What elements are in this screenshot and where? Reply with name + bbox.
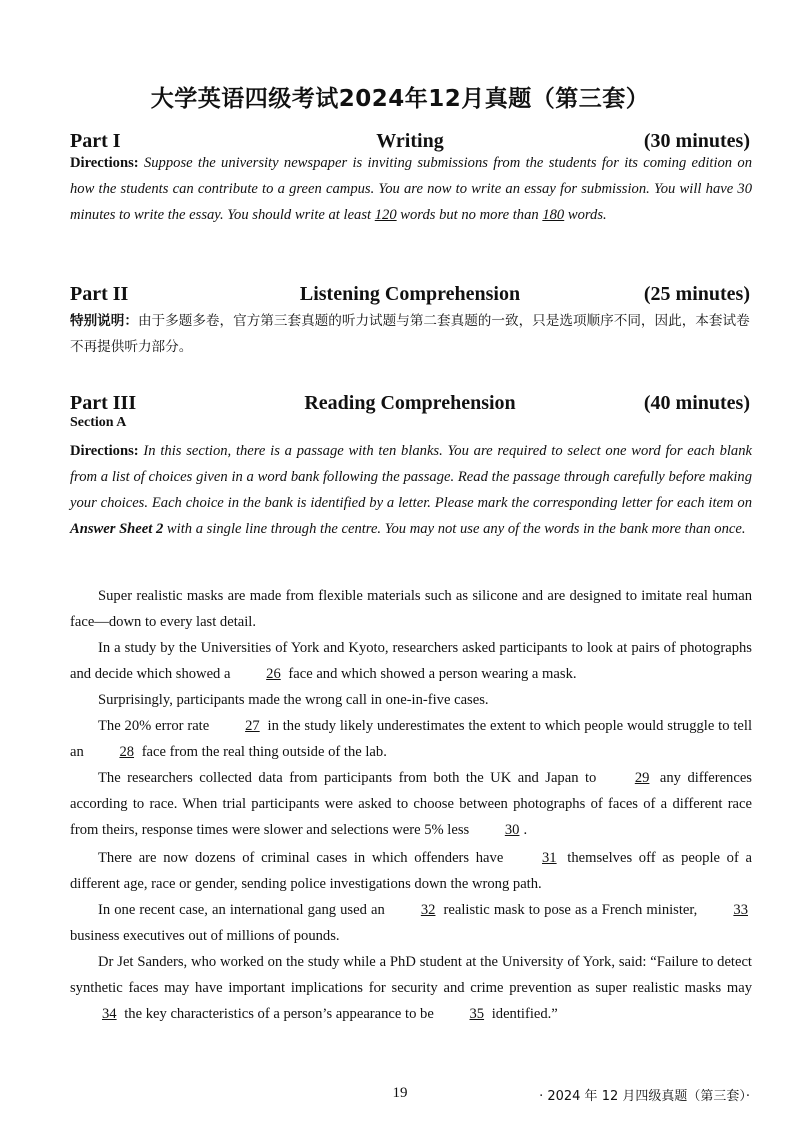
passage-paragraph-1: Super realistic masks are made from flexible materials such as silicone and are designed to imitate real human face—down to every last detail. — [70, 588, 752, 630]
part3-name: Reading Comprehension — [304, 392, 516, 414]
page-footer: · 2024 年 12 月四级真题（第三套）· — [539, 1089, 750, 1104]
section-a-label: Section A — [70, 415, 127, 430]
part3-header — [70, 392, 750, 418]
text: In a study by the Universities of York and Kyoto, researchers asked participants to look at pairs of photographs and decide which showed a — [70, 640, 752, 682]
directions-text: In this section, there is a passage with ten blanks. You are required to select one word for each blank from a list of choices given in a word bank following the passage. Read the passage through carefully before making your choices. Each choice in the bank is identified by a letter. Please mark the corresponding letter for each item on — [70, 443, 752, 511]
passage-paragraph-3: Surprisingly, participants made the wrong call in one-in-five cases. — [98, 692, 489, 708]
text: . — [523, 822, 528, 838]
blank-26: 26 — [266, 666, 281, 682]
page-number: 19 — [392, 1085, 408, 1101]
passage-paragraph-4 — [70, 713, 752, 765]
blank-27: 27 — [245, 718, 260, 734]
note-text: 由于多题多卷，官方第三套真题的听力试题与第二套真题的一致，只是选项顺序不同，因此，本套试卷不再提供听力部分。 — [70, 313, 750, 355]
passage-paragraph-6 — [70, 845, 752, 897]
blank-30: 30 — [504, 822, 520, 838]
text: realistic mask to pose as a French minister, — [443, 902, 698, 918]
blank-33: 33 — [733, 902, 748, 918]
part3-time: (40 minutes) — [643, 392, 750, 414]
text: any differences according to race. When trial participants were asked to choose between photographs of faces of a different race from theirs, response times were slower and selections were 5% less — [70, 770, 752, 838]
text: face and which showed a person wearing a mask. — [288, 666, 577, 682]
text: themselves off as people of a different age, race or gender, sending police investigations down the wrong path. — [70, 850, 752, 892]
part2-time: (25 minutes) — [643, 283, 750, 305]
part1-time: (30 minutes) — [643, 130, 750, 152]
part2-header — [70, 283, 750, 309]
directions-text: words. — [567, 207, 607, 223]
blank-31: 31 — [542, 850, 557, 866]
page-title: 大学英语四级考试2024年12月真题（第三套） — [150, 86, 650, 112]
answer-sheet-label: Answer Sheet 2 — [70, 521, 164, 537]
passage-paragraph-5 — [70, 765, 752, 843]
text: Dr Jet Sanders, who worked on the study while a PhD student at the University of York, said: “Failure to detect synthetic faces may have important implications for security and crime prevention as super realistic masks may — [70, 954, 752, 996]
blank-34: 34 — [102, 1006, 117, 1022]
max-words: 180 — [542, 207, 565, 223]
part3-label: Part III — [70, 392, 137, 414]
part1-label: Part I — [70, 130, 121, 152]
part3-directions — [70, 438, 752, 542]
text: The 20% error rate — [98, 718, 210, 734]
directions-text: words but no more than — [400, 207, 539, 223]
directions-text: with a single line through the centre. You may not use any of the words in the bank more than once. — [166, 521, 746, 537]
directions-text: Suppose the university newspaper is inviting submissions from the students for its coming edition on how the students can contribute to a green campus. You are now to write an essay for submission. You will have 30 minutes to write the essay. You should write at least — [70, 155, 752, 223]
blank-29: 29 — [634, 770, 650, 786]
min-words: 120 — [374, 207, 397, 223]
special-note — [70, 308, 760, 360]
passage-paragraph-7 — [70, 897, 752, 949]
directions-label: Directions: — [70, 155, 139, 171]
text: the key characteristics of a person’s appearance to be — [124, 1006, 434, 1022]
blank-28: 28 — [119, 744, 135, 760]
text: The researchers collected data from participants from both the UK and Japan to — [98, 770, 597, 786]
text: business executives out of millions of pounds. — [70, 928, 340, 944]
text: identified.” — [491, 1006, 558, 1022]
part1-directions — [70, 150, 752, 228]
text: There are now dozens of criminal cases in which offenders have — [98, 850, 504, 866]
blank-35: 35 — [469, 1006, 485, 1022]
note-label: 特别说明： — [70, 313, 138, 329]
part1-name: Writing — [376, 130, 444, 152]
passage-paragraph-2 — [70, 635, 752, 687]
directions-label: Directions: — [70, 443, 139, 459]
text: In one recent case, an international gang used an — [98, 902, 385, 918]
text: face from the real thing outside of the lab. — [141, 744, 387, 760]
text: in the study likely underestimates the extent to which people would struggle to tell an — [70, 718, 753, 760]
part2-name: Listening Comprehension — [299, 283, 521, 305]
blank-32: 32 — [420, 902, 436, 918]
passage-paragraph-8 — [70, 949, 752, 1027]
part2-label: Part II — [70, 283, 129, 305]
